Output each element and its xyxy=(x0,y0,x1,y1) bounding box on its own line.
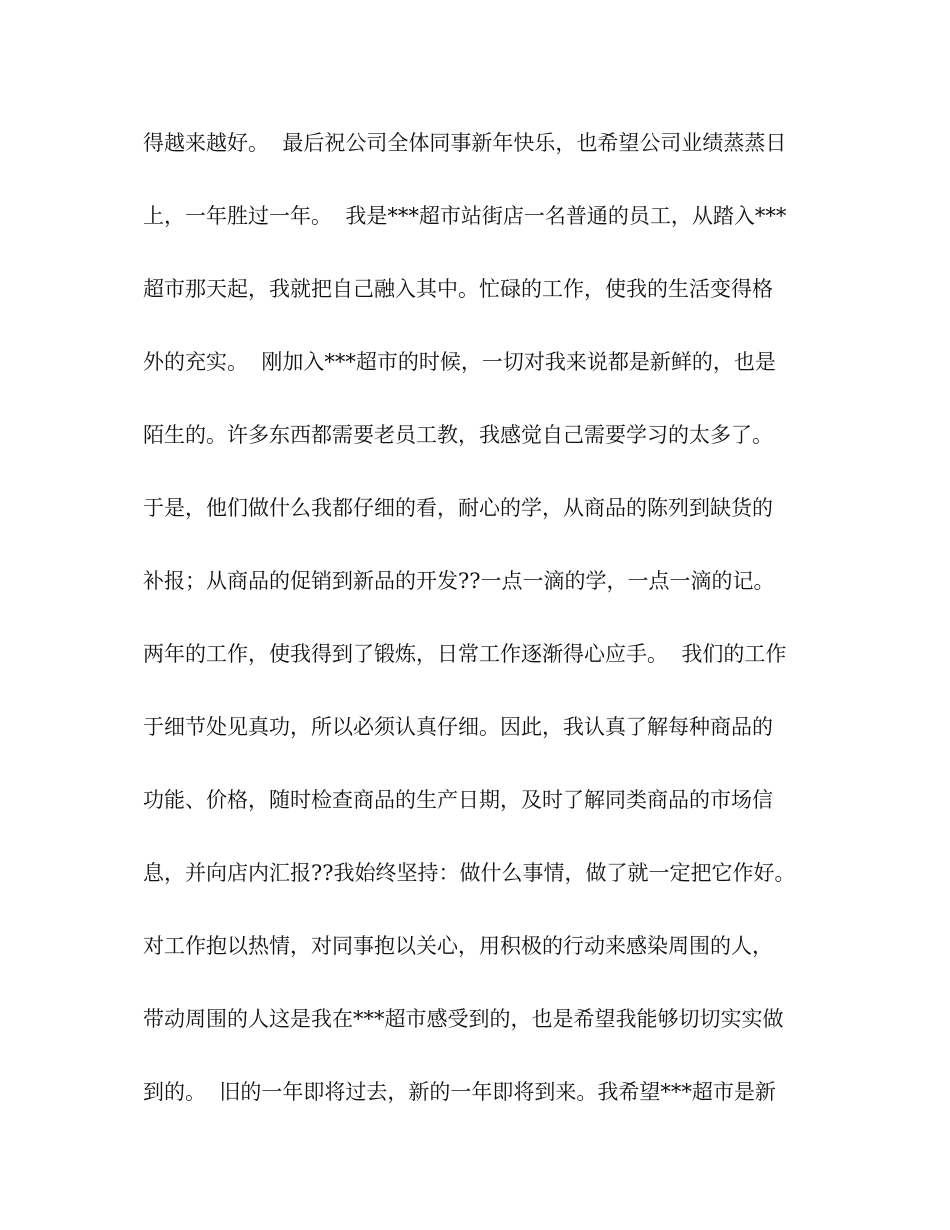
text-line: 两年的工作，使我得到了锻炼，日常工作逐渐得心应手。 我们的工作 xyxy=(143,642,787,666)
text-line: 外的充实。 刚加入***超市的时候，一切对我来说都是新鲜的，也是 xyxy=(143,350,776,374)
text-line: 对工作抱以热情，对同事抱以关心，用积极的行动来感染周围的人， xyxy=(143,934,773,958)
text-line: 陌生的。许多东西都需要老员工教，我感觉自己需要学习的太多了。 xyxy=(143,423,773,447)
text-line: 超市那天起，我就把自己融入其中。忙碌的工作，使我的生活变得格 xyxy=(143,277,773,301)
text-line: 得越来越好。 最后祝公司全体同事新年快乐，也希望公司业绩蒸蒸日 xyxy=(143,131,787,155)
text-line: 上，一年胜过一年。 我是***超市站街店一名普通的员工，从踏入*** xyxy=(143,204,787,228)
text-line: 补报；从商品的促销到新品的开发??一点一滴的学，一点一滴的记。 xyxy=(143,569,775,593)
text-line: 息，并向店内汇报??我始终坚持：做什么事情，做了就一定把它作好。 xyxy=(143,861,796,885)
text-line: 于细节处见真功，所以必须认真仔细。因此，我认真了解每种商品的 xyxy=(143,715,773,739)
text-line: 到的。 旧的一年即将过去，新的一年即将到来。我希望***超市是新 xyxy=(143,1080,776,1104)
text-line: 功能、价格，随时检查商品的生产日期，及时了解同类商品的市场信 xyxy=(143,788,773,812)
text-line: 于是，他们做什么我都仔细的看，耐心的学，从商品的陈列到缺货的 xyxy=(143,496,773,520)
body-text xyxy=(143,122,823,1144)
text-line: 带动周围的人这是我在***超市感受到的，也是希望我能够切切实实做 xyxy=(143,1007,784,1031)
